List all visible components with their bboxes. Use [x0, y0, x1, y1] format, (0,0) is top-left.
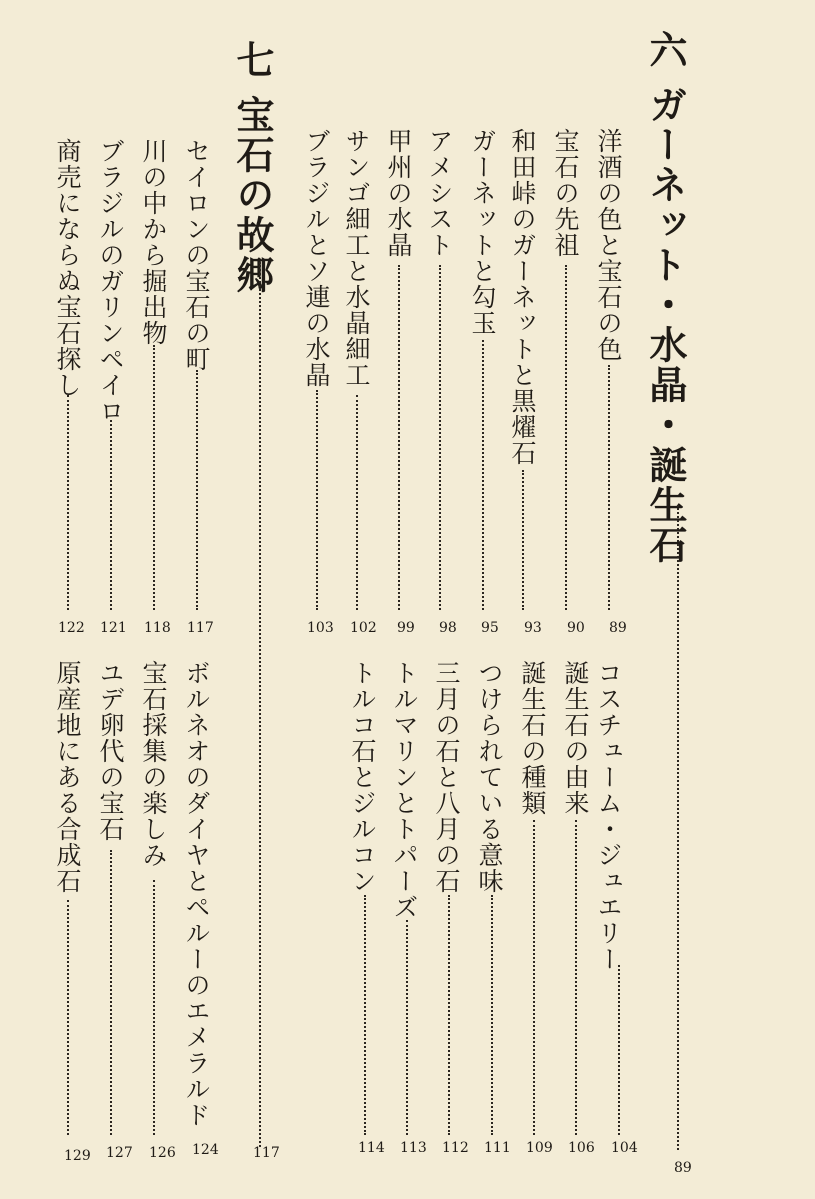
toc-entry: つけられている意味 — [475, 660, 504, 894]
leader-dots — [618, 965, 620, 1135]
page-number: 90 — [567, 620, 585, 636]
page-number: 121 — [100, 620, 127, 636]
toc-entry: コスチューム・ジュエリー — [594, 660, 623, 972]
leader-dots — [439, 265, 441, 610]
toc-entry: 商売にならぬ宝石探し — [53, 138, 82, 398]
leader-dots — [110, 850, 112, 1135]
toc-entry: アメシスト — [425, 128, 454, 258]
toc-entry: ボルネオのダイヤとペルーのエメラルド — [182, 660, 211, 1128]
chapter-6-leader — [677, 505, 679, 1150]
leader-dots — [448, 895, 450, 1135]
page-number: 122 — [58, 620, 85, 636]
page-number: 126 — [149, 1145, 176, 1161]
page-number: 112 — [442, 1140, 469, 1156]
page-number: 99 — [397, 620, 415, 636]
leader-dots — [491, 895, 493, 1135]
toc-entry: ブラジルのガリンペイロ — [96, 138, 125, 424]
leader-dots — [110, 420, 112, 610]
toc-entry: 宝石採集の楽しみ — [139, 660, 168, 868]
leader-dots — [482, 340, 484, 610]
chapter-7-heading: 七 宝石の故郷 — [230, 40, 275, 296]
toc-entry: ガーネットと勾玉 — [468, 128, 497, 336]
page-number: 117 — [187, 620, 214, 636]
toc-entry: トルコ石とジルコン — [348, 660, 377, 894]
leader-dots — [533, 820, 535, 1135]
toc-entry: ブラジルとソ連の水晶 — [302, 128, 331, 388]
page-number: 118 — [144, 620, 171, 636]
toc-entry: ユデ卵代の宝石 — [96, 660, 125, 842]
leader-dots — [153, 345, 155, 610]
leader-dots — [67, 900, 69, 1135]
leader-dots — [196, 370, 198, 610]
leader-dots — [153, 880, 155, 1135]
toc-entry: トルマリンとトパーズ — [390, 660, 419, 920]
chapter-7-leader — [259, 262, 261, 1147]
toc-entry: 三月の石と八月の石 — [432, 660, 461, 894]
toc-entry: サンゴ細工と水晶細工 — [342, 128, 371, 388]
page-number: 114 — [358, 1140, 385, 1156]
page-number: 102 — [350, 620, 377, 636]
page-number: 127 — [106, 1145, 133, 1161]
leader-dots — [565, 265, 567, 610]
page-number: 103 — [307, 620, 334, 636]
page-number: 98 — [439, 620, 457, 636]
chapter-6-heading: 六 ガーネット・水晶・誕生石 — [643, 30, 688, 566]
toc-entry: 宝石の先祖 — [551, 128, 580, 258]
chapter-6-page: 89 — [674, 1160, 692, 1176]
toc-entry: 誕生石の由来 — [561, 660, 590, 816]
toc-entry: 和田峠のガーネットと黒燿石 — [508, 128, 537, 466]
page-number: 106 — [568, 1140, 595, 1156]
page-number: 124 — [192, 1142, 219, 1158]
page-number: 113 — [400, 1140, 427, 1156]
page-number: 89 — [609, 620, 627, 636]
leader-dots — [575, 820, 577, 1135]
page-number: 109 — [526, 1140, 553, 1156]
toc-entry: 洋酒の色と宝石の色 — [594, 128, 623, 362]
page-number: 93 — [524, 620, 542, 636]
leader-dots — [398, 265, 400, 610]
toc-entry: 原産地にある合成石 — [53, 660, 82, 894]
page-number: 104 — [611, 1140, 638, 1156]
page-number: 129 — [64, 1148, 91, 1164]
toc-entry: 甲州の水晶 — [384, 128, 413, 258]
page-number: 95 — [481, 620, 499, 636]
toc-entry: セイロンの宝石の町 — [182, 138, 211, 372]
page-number: 111 — [484, 1140, 511, 1156]
leader-dots — [67, 395, 69, 610]
leader-dots — [364, 895, 366, 1135]
leader-dots — [522, 470, 524, 610]
chapter-7-page: 117 — [253, 1145, 280, 1161]
leader-dots — [316, 390, 318, 610]
toc-entry: 誕生石の種類 — [518, 660, 547, 816]
leader-dots — [356, 395, 358, 610]
leader-dots — [406, 920, 408, 1135]
toc-entry: 川の中から掘出物 — [139, 138, 168, 346]
leader-dots — [608, 365, 610, 610]
